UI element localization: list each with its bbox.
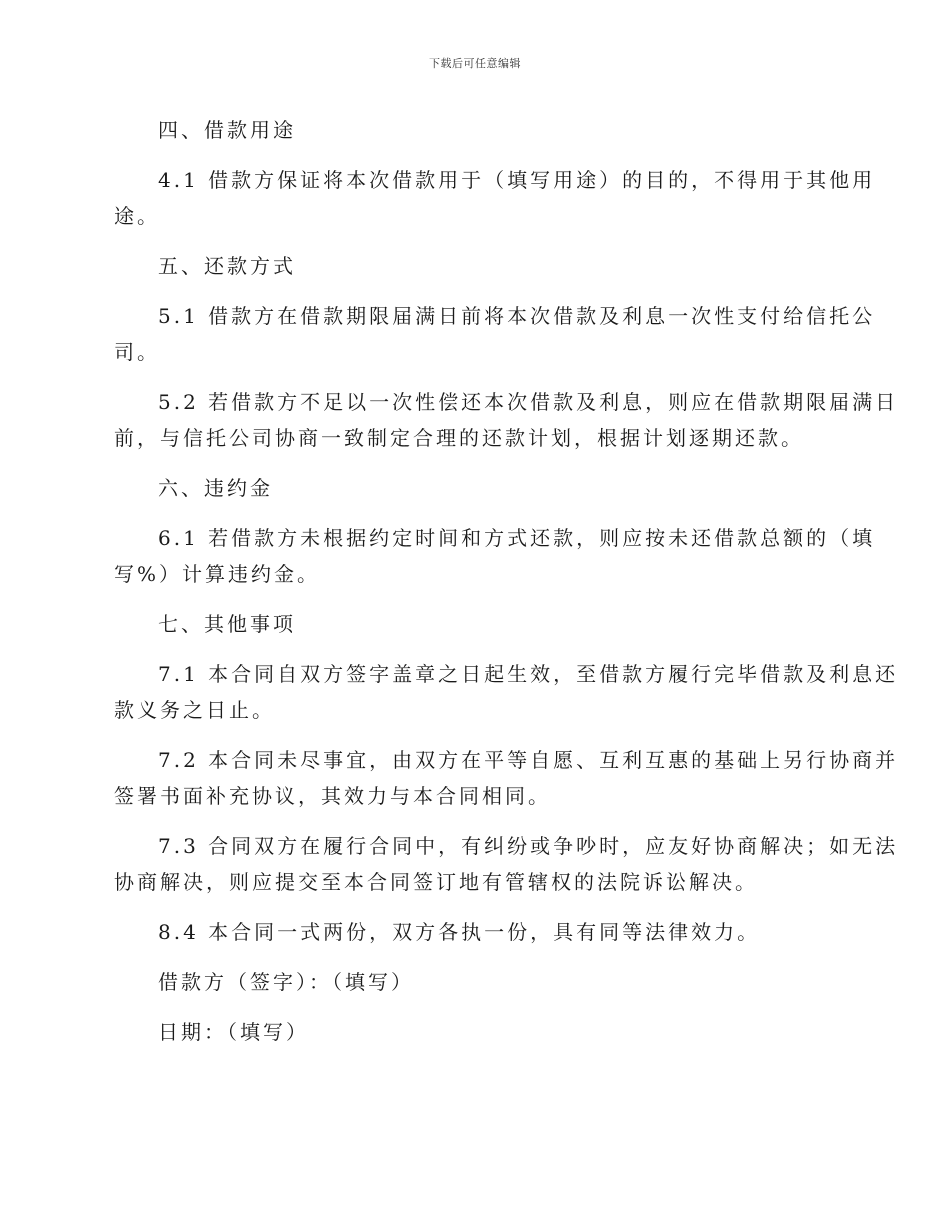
clause-6-1-line-1: 6.1 若借款方未根据约定时间和方式还款，则应按未还借款总额的（填 [158,526,876,550]
clause-6-1-line-2: 写%）计算违约金。 [114,562,321,586]
clause-4-1-line-1: 4.1 借款方保证将本次借款用于（填写用途）的目的，不得用于其他用 [158,168,876,192]
clause-5-1-line-2: 司。 [114,340,160,364]
clause-7-1-line-1: 7.1 本合同自双方签字盖章之日起生效，至借款方履行完毕借款及利息还 [158,662,899,686]
clause-5-1-line-1: 5.1 借款方在借款期限届满日前将本次借款及利息一次性支付给信托公 [158,304,876,328]
section-heading-7: 七、其他事项 [158,612,296,636]
clause-8-4: 8.4 本合同一式两份，双方各执一份，具有同等法律效力。 [158,920,761,944]
section-heading-4: 四、借款用途 [158,118,296,142]
document-body [114,112,899,1050]
clause-7-1-line-2: 款义务之日止。 [114,698,275,722]
clause-7-2-line-1: 7.2 本合同未尽事宜，由双方在平等自愿、互利互惠的基础上另行协商并 [158,748,899,772]
borrower-signature: 借款方（签字）：（填写） [158,970,414,994]
section-heading-6: 六、违约金 [158,476,273,500]
clause-5-2-line-2: 前，与信托公司协商一致制定合理的还款计划，根据计划逐期还款。 [114,426,804,450]
clause-4-1-line-2: 途。 [114,204,160,228]
page-header: 下载后可任意编辑 [429,57,521,70]
section-heading-5: 五、还款方式 [158,254,296,278]
signature-date: 日期：（填写） [158,1020,309,1044]
clause-7-3-line-2: 协商解决，则应提交至本合同签订地有管辖权的法院诉讼解决。 [114,870,758,894]
clause-5-2-line-1: 5.2 若借款方不足以一次性偿还本次借款及利息，则应在借款期限届满日 [158,390,899,414]
clause-7-3-line-1: 7.3 合同双方在履行合同中，有纠纷或争吵时，应友好协商解决；如无法 [158,834,899,858]
clause-7-2-line-2: 签署书面补充协议，其效力与本合同相同。 [114,784,551,808]
